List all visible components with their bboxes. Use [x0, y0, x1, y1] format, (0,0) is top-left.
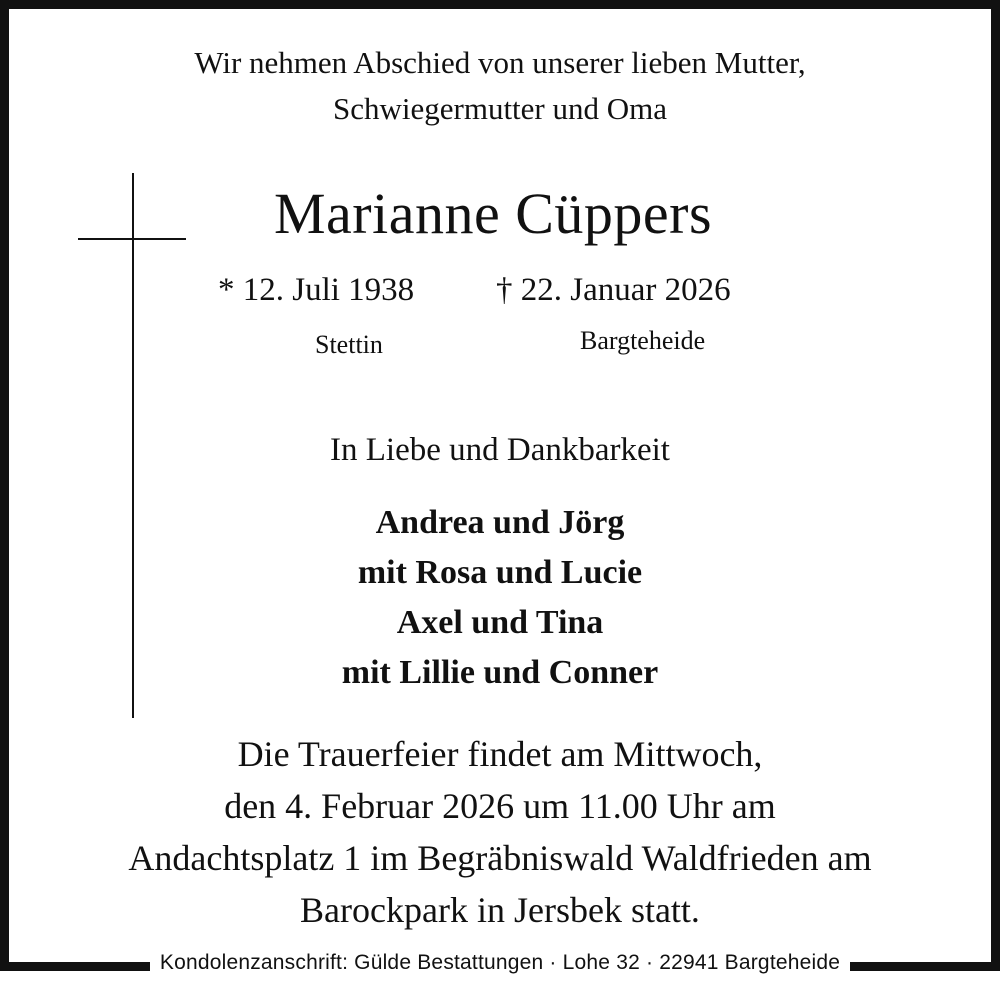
family-line: Andrea und Jörg	[375, 504, 625, 541]
family-list	[0, 498, 1000, 698]
family-line: mit Lillie und Conner	[341, 654, 659, 691]
family-line: mit Rosa und Lucie	[357, 554, 643, 591]
service-line: den 4. Februar 2026 um 11.00 Uhr am	[224, 786, 776, 826]
intro-text	[0, 40, 1000, 132]
cross-icon-horizontal	[78, 238, 186, 240]
intro-line-2: Schwiegermutter und Oma	[332, 91, 668, 126]
service-line: Barockpark in Jersbek statt.	[300, 890, 700, 930]
birth-place: Stettin	[315, 330, 383, 359]
service-line: Andachtsplatz 1 im Begräbniswald Waldfrieden am	[128, 838, 872, 878]
death-place: Bargteheide	[580, 326, 706, 355]
family-line: Axel und Tina	[396, 604, 604, 641]
thanks-line: In Liebe und Dankbarkeit	[330, 432, 670, 468]
intro-line-1: Wir nehmen Abschied von unserer lieben Mutter,	[194, 45, 806, 80]
service-line: Die Trauerfeier findet am Mittwoch,	[237, 734, 763, 774]
birth-date: * 12. Juli 1938	[218, 272, 415, 308]
service-info	[0, 728, 1000, 936]
deceased-name: Marianne Cüppers	[273, 181, 713, 246]
condolence-address-text: Kondolenzanschrift: Gülde Bestattungen · Lohe 32 · 22941 Bargteheide	[150, 947, 850, 979]
condolence-address	[0, 950, 1000, 982]
death-date: † 22. Januar 2026	[496, 272, 731, 308]
